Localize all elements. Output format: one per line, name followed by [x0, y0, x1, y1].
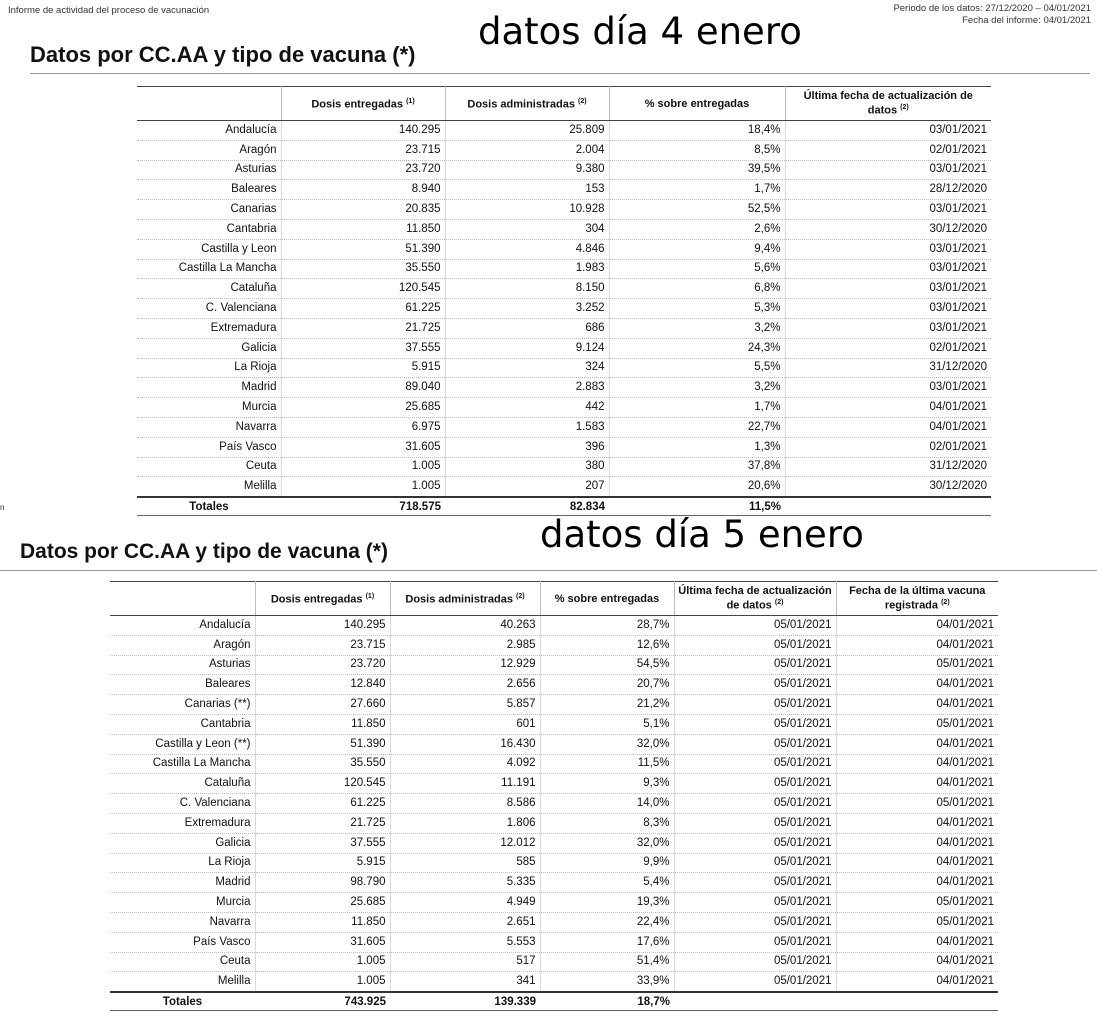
totals-pct: 18,7% [540, 992, 674, 1011]
cell-administradas: 9.124 [445, 338, 609, 358]
cell-region: Aragón [110, 635, 255, 655]
cell-fecha: 02/01/2021 [785, 140, 991, 160]
cell-fecha: 05/01/2021 [674, 794, 836, 814]
table-row [110, 833, 998, 853]
cell-fecha: 05/01/2021 [674, 774, 836, 794]
header-region [137, 87, 281, 121]
cell-fecha: 02/01/2021 [785, 437, 991, 457]
table-row [110, 734, 998, 754]
cell-pct: 12,6% [540, 635, 674, 655]
cell-entregadas: 61.225 [255, 794, 390, 814]
cell-region: Cataluña [137, 279, 281, 299]
cell-pct: 32,0% [540, 833, 674, 853]
cell-administradas: 686 [445, 318, 609, 338]
cell-entregadas: 31.605 [281, 437, 445, 457]
totals-empty [836, 992, 998, 1011]
report-name: Informe de actividad del proceso de vacunación [8, 5, 210, 16]
table-header-row [137, 87, 991, 121]
cell-pct: 19,3% [540, 893, 674, 913]
cell-pct: 51,4% [540, 952, 674, 972]
cell-ultima: 05/01/2021 [836, 893, 998, 913]
section-rule-2 [0, 570, 1097, 571]
cell-administradas: 8.150 [445, 279, 609, 299]
cell-pct: 37,8% [609, 457, 785, 477]
cell-entregadas: 5.915 [255, 853, 390, 873]
cell-region: Castilla y Leon [137, 239, 281, 259]
cell-entregadas: 35.550 [255, 754, 390, 774]
cell-region: Canarias (**) [110, 695, 255, 715]
cell-administradas: 3.252 [445, 299, 609, 319]
annotation-day-5: datos día 5 enero [540, 513, 864, 556]
cell-pct: 52,5% [609, 200, 785, 220]
cell-administradas: 11.191 [390, 774, 540, 794]
cell-entregadas: 21.725 [281, 318, 445, 338]
cell-fecha: 31/12/2020 [785, 457, 991, 477]
cell-region: Extremadura [110, 813, 255, 833]
header-dosis-entregadas: Dosis entregadas $^{(1)}$ [255, 582, 390, 616]
table-body [137, 121, 991, 498]
cell-ultima: 04/01/2021 [836, 853, 998, 873]
cell-administradas: 585 [390, 853, 540, 873]
table-row [110, 932, 998, 952]
table-row [110, 873, 998, 893]
cell-fecha: 05/01/2021 [674, 972, 836, 992]
cell-region: Andalucía [110, 616, 255, 636]
cell-ultima: 04/01/2021 [836, 695, 998, 715]
cell-entregadas: 20.835 [281, 200, 445, 220]
cell-administradas: 2.656 [390, 675, 540, 695]
cell-entregadas: 6.975 [281, 417, 445, 437]
totals-administradas: 82.834 [445, 497, 609, 516]
cell-region: Madrid [110, 873, 255, 893]
cell-entregadas: 51.390 [281, 239, 445, 259]
cell-entregadas: 61.225 [281, 299, 445, 319]
cell-administradas: 4.949 [390, 893, 540, 913]
cell-entregadas: 140.295 [255, 616, 390, 636]
cell-entregadas: 1.005 [255, 972, 390, 992]
cell-pct: 9,3% [540, 774, 674, 794]
table-row [110, 952, 998, 972]
cell-pct: 1,3% [609, 437, 785, 457]
cell-pct: 5,1% [540, 714, 674, 734]
cell-ultima: 05/01/2021 [836, 655, 998, 675]
cell-fecha: 05/01/2021 [674, 616, 836, 636]
cell-fecha: 05/01/2021 [674, 853, 836, 873]
cell-entregadas: 23.720 [255, 655, 390, 675]
cell-region: Cataluña [110, 774, 255, 794]
data-period: Periodo de los datos: 27/12/2020 – 04/01/2021 [893, 3, 1091, 14]
totals-pct: 11,5% [609, 497, 785, 516]
cell-entregadas: 8.940 [281, 180, 445, 200]
cell-pct: 21,2% [540, 695, 674, 715]
cell-entregadas: 120.545 [255, 774, 390, 794]
table-row [137, 477, 991, 497]
cell-region: Canarias [137, 200, 281, 220]
cell-administradas: 2.004 [445, 140, 609, 160]
cell-fecha: 05/01/2021 [674, 813, 836, 833]
cell-entregadas: 23.715 [255, 635, 390, 655]
cell-administradas: 442 [445, 398, 609, 418]
cell-administradas: 16.430 [390, 734, 540, 754]
cell-pct: 1,7% [609, 180, 785, 200]
cell-ultima: 04/01/2021 [836, 635, 998, 655]
table-row [110, 972, 998, 992]
cell-entregadas: 120.545 [281, 279, 445, 299]
cell-pct: 20,6% [609, 477, 785, 497]
cell-fecha: 03/01/2021 [785, 378, 991, 398]
cell-ultima: 04/01/2021 [836, 675, 998, 695]
cell-entregadas: 25.685 [281, 398, 445, 418]
cell-administradas: 4.092 [390, 754, 540, 774]
table-row [110, 774, 998, 794]
cell-ultima: 04/01/2021 [836, 873, 998, 893]
header-dosis-entregadas: Dosis entregadas $^{(1)}$ [281, 87, 445, 121]
cell-region: Navarra [110, 912, 255, 932]
cell-region: Cantabria [137, 219, 281, 239]
table-day-4 [137, 86, 991, 516]
cell-entregadas: 1.005 [281, 477, 445, 497]
cell-administradas: 2.883 [445, 378, 609, 398]
header-dosis-administradas: Dosis administradas $^{(2)}$ [390, 582, 540, 616]
cell-pct: 1,7% [609, 398, 785, 418]
cell-region: C. Valenciana [137, 299, 281, 319]
cell-entregadas: 31.605 [255, 932, 390, 952]
table-row [137, 121, 991, 141]
cell-ultima: 04/01/2021 [836, 972, 998, 992]
cell-pct: 18,4% [609, 121, 785, 141]
table-row [137, 398, 991, 418]
totals-label: Totales [137, 497, 281, 516]
cell-region: Ceuta [137, 457, 281, 477]
report-meta [893, 3, 1091, 27]
cell-region: La Rioja [137, 358, 281, 378]
cell-entregadas: 35.550 [281, 259, 445, 279]
cell-administradas: 2.985 [390, 635, 540, 655]
cell-fecha: 03/01/2021 [785, 299, 991, 319]
cell-entregadas: 5.915 [281, 358, 445, 378]
table-row [137, 358, 991, 378]
cell-fecha: 02/01/2021 [785, 338, 991, 358]
cell-administradas: 4.846 [445, 239, 609, 259]
cell-region: Galicia [137, 338, 281, 358]
table-row [137, 437, 991, 457]
table-row [137, 318, 991, 338]
cell-pct: 3,2% [609, 378, 785, 398]
cell-fecha: 31/12/2020 [785, 358, 991, 378]
cell-administradas: 1.583 [445, 417, 609, 437]
cell-administradas: 5.553 [390, 932, 540, 952]
cell-region: Castilla La Mancha [137, 259, 281, 279]
table-row [110, 695, 998, 715]
cell-pct: 6,8% [609, 279, 785, 299]
table-row [110, 794, 998, 814]
table-row [137, 417, 991, 437]
cell-fecha: 05/01/2021 [674, 833, 836, 853]
cell-region: Asturias [110, 655, 255, 675]
cell-entregadas: 140.295 [281, 121, 445, 141]
cell-pct: 5,6% [609, 259, 785, 279]
cell-entregadas: 23.715 [281, 140, 445, 160]
section-rule-1 [30, 73, 1090, 74]
cell-fecha: 05/01/2021 [674, 754, 836, 774]
cell-region: Murcia [137, 398, 281, 418]
table-row [110, 912, 998, 932]
table-row [137, 219, 991, 239]
cell-fecha: 05/01/2021 [674, 675, 836, 695]
cell-fecha: 05/01/2021 [674, 893, 836, 913]
cell-administradas: 153 [445, 180, 609, 200]
table-row [110, 675, 998, 695]
table-row [110, 635, 998, 655]
table-row [110, 754, 998, 774]
cell-administradas: 12.012 [390, 833, 540, 853]
cell-administradas: 12.929 [390, 655, 540, 675]
cell-region: Andalucía [137, 121, 281, 141]
cell-pct: 24,3% [609, 338, 785, 358]
cell-region: Galicia [110, 833, 255, 853]
cell-administradas: 40.263 [390, 616, 540, 636]
cell-administradas: 601 [390, 714, 540, 734]
cell-administradas: 1.806 [390, 813, 540, 833]
cell-pct: 5,3% [609, 299, 785, 319]
cell-pct: 8,3% [540, 813, 674, 833]
cell-pct: 17,6% [540, 932, 674, 952]
cell-region: C. Valenciana [110, 794, 255, 814]
cell-entregadas: 89.040 [281, 378, 445, 398]
cell-fecha: 05/01/2021 [674, 873, 836, 893]
cell-pct: 39,5% [609, 160, 785, 180]
cell-pct: 8,5% [609, 140, 785, 160]
table-row [137, 200, 991, 220]
cell-region: Cantabria [110, 714, 255, 734]
cell-pct: 33,9% [540, 972, 674, 992]
cell-fecha: 03/01/2021 [785, 318, 991, 338]
cell-entregadas: 11.850 [255, 912, 390, 932]
cell-pct: 3,2% [609, 318, 785, 338]
cell-fecha: 03/01/2021 [785, 160, 991, 180]
table-row [137, 239, 991, 259]
cell-fecha: 03/01/2021 [785, 279, 991, 299]
cell-ultima: 04/01/2021 [836, 734, 998, 754]
cell-ultima: 04/01/2021 [836, 932, 998, 952]
cell-region: Aragón [137, 140, 281, 160]
cell-entregadas: 25.685 [255, 893, 390, 913]
cell-fecha: 30/12/2020 [785, 219, 991, 239]
section-title-1: Datos por CC.AA y tipo de vacuna (*) [30, 42, 416, 67]
cell-fecha: 03/01/2021 [785, 239, 991, 259]
cell-fecha: 04/01/2021 [785, 417, 991, 437]
cell-administradas: 207 [445, 477, 609, 497]
table-day-5 [110, 581, 998, 1011]
table-row [110, 813, 998, 833]
header-fecha-ultima-vacuna: Fecha de la última vacuna registrada $^{(2)}$ [836, 582, 998, 616]
cell-fecha: 04/01/2021 [785, 398, 991, 418]
cell-pct: 11,5% [540, 754, 674, 774]
table-row [110, 853, 998, 873]
cell-entregadas: 23.720 [281, 160, 445, 180]
cell-fecha: 03/01/2021 [785, 259, 991, 279]
cell-fecha: 28/12/2020 [785, 180, 991, 200]
header-pct-entregadas: % sobre entregadas [540, 582, 674, 616]
cell-pct: 28,7% [540, 616, 674, 636]
cell-fecha: 03/01/2021 [785, 200, 991, 220]
cell-region: País Vasco [137, 437, 281, 457]
cell-entregadas: 98.790 [255, 873, 390, 893]
header-dosis-administradas: Dosis administradas $^{(2)}$ [445, 87, 609, 121]
cell-administradas: 380 [445, 457, 609, 477]
totals-row [110, 992, 998, 1011]
table-row [110, 655, 998, 675]
cell-administradas: 25.809 [445, 121, 609, 141]
cell-ultima: 05/01/2021 [836, 794, 998, 814]
cell-pct: 32,0% [540, 734, 674, 754]
cell-region: Navarra [137, 417, 281, 437]
header-region [110, 582, 255, 616]
header-ultima-fecha: Última fecha de actualización de datos $^{(2)}$ [785, 87, 991, 121]
cell-entregadas: 27.660 [255, 695, 390, 715]
cell-fecha: 03/01/2021 [785, 121, 991, 141]
cell-administradas: 8.586 [390, 794, 540, 814]
cell-fecha: 05/01/2021 [674, 695, 836, 715]
totals-administradas: 139.339 [390, 992, 540, 1011]
cell-fecha: 05/01/2021 [674, 932, 836, 952]
cell-fecha: 05/01/2021 [674, 655, 836, 675]
cell-entregadas: 37.555 [255, 833, 390, 853]
cell-pct: 5,5% [609, 358, 785, 378]
section-title-2: Datos por CC.AA y tipo de vacuna (*) [20, 540, 388, 563]
cell-pct: 9,4% [609, 239, 785, 259]
table-row [110, 714, 998, 734]
cell-region: Baleares [137, 180, 281, 200]
cell-pct: 22,7% [609, 417, 785, 437]
table-row [137, 299, 991, 319]
cell-administradas: 10.928 [445, 200, 609, 220]
cell-administradas: 517 [390, 952, 540, 972]
totals-entregadas: 743.925 [255, 992, 390, 1011]
cell-pct: 14,0% [540, 794, 674, 814]
table-row [137, 259, 991, 279]
cell-region: Castilla La Mancha [110, 754, 255, 774]
cell-region: Melilla [110, 972, 255, 992]
cell-pct: 2,6% [609, 219, 785, 239]
cell-fecha: 05/01/2021 [674, 734, 836, 754]
cell-pct: 22,4% [540, 912, 674, 932]
cell-region: Extremadura [137, 318, 281, 338]
cell-fecha: 05/01/2021 [674, 952, 836, 972]
table-row [137, 338, 991, 358]
cell-region: Ceuta [110, 952, 255, 972]
table-row [110, 893, 998, 913]
cell-ultima: 04/01/2021 [836, 754, 998, 774]
cell-region: La Rioja [110, 853, 255, 873]
cell-region: Asturias [137, 160, 281, 180]
table-row [110, 616, 998, 636]
cell-region: Baleares [110, 675, 255, 695]
cell-fecha: 05/01/2021 [674, 635, 836, 655]
cell-pct: 54,5% [540, 655, 674, 675]
totals-empty [674, 992, 836, 1011]
cell-administradas: 396 [445, 437, 609, 457]
cell-administradas: 341 [390, 972, 540, 992]
cell-pct: 5,4% [540, 873, 674, 893]
cell-ultima: 04/01/2021 [836, 616, 998, 636]
header-ultima-fecha: Última fecha de actualización de datos $^{(2)}$ [674, 582, 836, 616]
table-row [137, 457, 991, 477]
cell-pct: 20,7% [540, 675, 674, 695]
cell-region: Madrid [137, 378, 281, 398]
cell-ultima: 05/01/2021 [836, 912, 998, 932]
cell-administradas: 1.983 [445, 259, 609, 279]
cell-entregadas: 37.555 [281, 338, 445, 358]
cell-administradas: 5.335 [390, 873, 540, 893]
annotation-day-4: datos día 4 enero [478, 10, 802, 53]
cell-entregadas: 21.725 [255, 813, 390, 833]
cell-ultima: 04/01/2021 [836, 774, 998, 794]
table-row [137, 279, 991, 299]
cell-fecha: 30/12/2020 [785, 477, 991, 497]
cell-entregadas: 1.005 [255, 952, 390, 972]
cell-pct: 9,9% [540, 853, 674, 873]
stray-mark: n [0, 503, 5, 512]
table-row [137, 140, 991, 160]
table-row [137, 378, 991, 398]
cell-ultima: 04/01/2021 [836, 813, 998, 833]
cell-administradas: 9.380 [445, 160, 609, 180]
totals-label: Totales [110, 992, 255, 1011]
cell-region: Castilla y Leon (**) [110, 734, 255, 754]
cell-entregadas: 11.850 [255, 714, 390, 734]
table-row [137, 160, 991, 180]
table-body [110, 616, 998, 993]
cell-entregadas: 51.390 [255, 734, 390, 754]
table-row [137, 180, 991, 200]
cell-entregadas: 11.850 [281, 219, 445, 239]
table-header-row [110, 582, 998, 616]
cell-administradas: 5.857 [390, 695, 540, 715]
cell-region: Melilla [137, 477, 281, 497]
cell-ultima: 04/01/2021 [836, 833, 998, 853]
cell-entregadas: 1.005 [281, 457, 445, 477]
cell-fecha: 05/01/2021 [674, 912, 836, 932]
cell-administradas: 304 [445, 219, 609, 239]
cell-region: País Vasco [110, 932, 255, 952]
cell-region: Murcia [110, 893, 255, 913]
cell-ultima: 05/01/2021 [836, 714, 998, 734]
header-pct-entregadas: % sobre entregadas [609, 87, 785, 121]
cell-entregadas: 12.840 [255, 675, 390, 695]
totals-entregadas: 718.575 [281, 497, 445, 516]
cell-fecha: 05/01/2021 [674, 714, 836, 734]
report-date: Fecha del informe: 04/01/2021 [962, 15, 1091, 26]
cell-ultima: 04/01/2021 [836, 952, 998, 972]
cell-administradas: 324 [445, 358, 609, 378]
cell-administradas: 2.651 [390, 912, 540, 932]
